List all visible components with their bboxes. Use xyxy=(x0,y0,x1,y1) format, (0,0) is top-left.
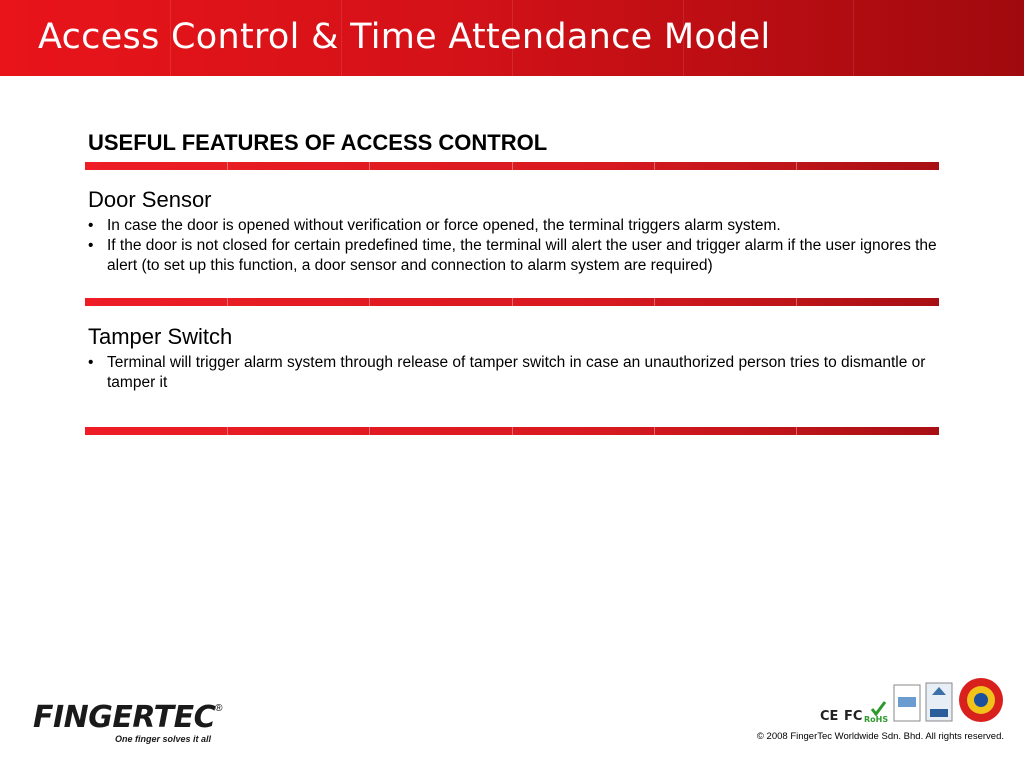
bullet-text: In case the door is opened without verification or force opened, the terminal triggers alarm system. xyxy=(107,217,781,234)
divider-bar xyxy=(85,298,939,306)
seal-core-icon xyxy=(974,693,988,707)
copyright-notice: © 2008 FingerTec Worldwide Sdn. Bhd. All rights reserved. xyxy=(756,731,1004,742)
bullet-list-tamper-switch xyxy=(88,353,948,393)
bullet-dot: • xyxy=(88,217,94,234)
logo-tagline: One finger solves it all xyxy=(115,734,212,744)
bullet-dot: • xyxy=(88,354,94,371)
section-heading: USEFUL FEATURES OF ACCESS CONTROL xyxy=(88,130,548,155)
bullet-dot: • xyxy=(88,237,94,254)
logo-wordmark: FINGERTEC xyxy=(33,700,216,735)
registered-mark: ® xyxy=(215,703,223,714)
certification-icons xyxy=(818,675,1010,725)
divider-bar xyxy=(85,427,939,435)
divider-bar xyxy=(85,162,939,170)
certification-badges xyxy=(818,675,1010,725)
banner-divider xyxy=(853,0,854,76)
title-banner xyxy=(0,0,1024,76)
rohs-mark: RoHS xyxy=(864,715,889,724)
badge-label-icon xyxy=(930,709,948,717)
bullet-item xyxy=(88,236,948,276)
badge-screen-icon xyxy=(898,697,916,707)
subsection-title-tamper-switch: Tamper Switch xyxy=(88,324,233,349)
slide-title: Access Control & Time Attendance Model xyxy=(38,17,771,57)
bullet-item xyxy=(88,353,948,393)
fcc-mark: FC xyxy=(844,709,863,724)
subsection-title-door-sensor: Door Sensor xyxy=(88,187,212,212)
bullet-text: If the door is not closed for certain predefined time, the terminal will alert the user and trigger alarm if the user ignores the alert (to set up this function, a door sensor and connection to alarm system are required) xyxy=(107,237,937,274)
bullet-item xyxy=(88,216,948,236)
fingertec-logo xyxy=(33,700,233,749)
rohs-check-icon xyxy=(872,702,885,714)
bullet-text: Terminal will trigger alarm system through release of tamper switch in case an unauthorized person tries to dismantle or tamper it xyxy=(107,354,926,391)
ce-mark: CE xyxy=(820,709,839,724)
bullet-list-door-sensor xyxy=(88,216,948,276)
